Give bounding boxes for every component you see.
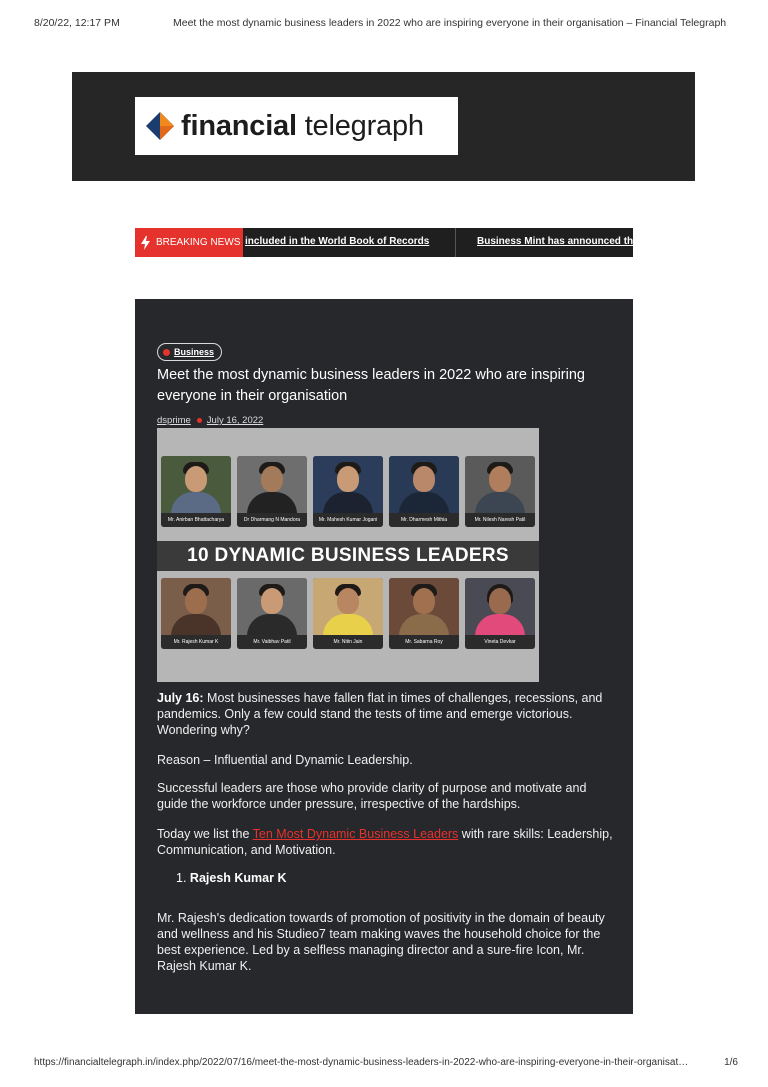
leader-caption: Mr. Dharmesh Mithia	[389, 513, 459, 527]
leader-photo	[389, 578, 459, 649]
leader-caption: Mr. Rajesh Kumar K	[161, 635, 231, 649]
article-paragraph: Mr. Rajesh's dedication towards of promotion of positivity in the domain of beauty and wellness and his Studieo7 team making waves the household choice for the best experience. Led by a selfless managing director and a sure-fire Icon, Mr. Rajesh Kumar K.	[157, 911, 605, 973]
category-label: Business	[174, 347, 215, 357]
paragraph-text: Most businesses have fallen flat in times of challenges, recessions, and pandemics. Only a few could stand the tests of time and emerge victorious. Wondering why?	[157, 691, 603, 737]
page-number: 1/6	[724, 1057, 738, 1068]
leader-photo	[237, 456, 307, 527]
leader-photo	[313, 578, 383, 649]
feature-image-banner: 10 DYNAMIC BUSINESS LEADERS	[157, 541, 539, 571]
category-dot-icon	[163, 349, 170, 356]
leader-photo	[465, 456, 535, 527]
top-leaders-link[interactable]: Ten Most Dynamic Business Leaders	[252, 827, 459, 841]
list-number: 1.	[176, 871, 187, 885]
article-meta	[157, 415, 263, 426]
print-header	[34, 17, 728, 33]
date-link[interactable]: July 16, 2022	[206, 415, 264, 426]
feature-image	[157, 428, 539, 682]
print-url: https://financialtelegraph.in/index.php/2022/07/16/meet-the-most-dynamic-business-leaders-in-2022-who-are-inspiring-everyone-in-their-organisat…	[34, 1057, 689, 1068]
paragraph-text: with rare skills: Leadership, Communication, and Motivation.	[157, 827, 613, 857]
category-badge[interactable]	[157, 343, 222, 361]
leader-caption: Mr. Nilesh Naresh Patil	[465, 513, 535, 527]
article-paragraph: Reason – Influential and Dynamic Leadership.	[157, 753, 413, 767]
logo-text-bold: financial	[181, 109, 297, 142]
article-paragraph: Successful leaders are those who provide clarity of purpose and motivate and guide the workforce under pressure, irrespective of the hardships.	[157, 781, 587, 811]
ticker-item[interactable]: Business Mint has announced th	[477, 236, 633, 247]
article-headline: Meet the most dynamic business leaders in 2022 who are inspiring everyone in their organisation	[157, 367, 585, 404]
leader-caption: Dr Dharmang N Mandora	[237, 513, 307, 527]
logo-diamond-icon	[143, 109, 177, 143]
paragraph-text: Today we list the	[157, 827, 253, 841]
leader-caption: Vineta Devkar	[465, 635, 535, 649]
leader-photo	[389, 456, 459, 527]
ticker-item[interactable]: included in the World Book of Records	[245, 236, 430, 247]
leader-caption: Mr. Nitin Jain	[313, 635, 383, 649]
site-logo[interactable]	[135, 97, 458, 155]
lightning-icon	[141, 236, 150, 250]
list-item-title: Rajesh Kumar K	[189, 871, 287, 885]
logo-text-light: telegraph	[304, 109, 424, 142]
list-item	[176, 871, 286, 885]
leader-caption: Mr. Sabarna Roy	[389, 635, 459, 649]
logo-text	[181, 110, 424, 143]
article-paragraph	[157, 826, 617, 858]
author-link[interactable]: dsprime	[157, 415, 191, 426]
ticker-divider	[455, 228, 456, 257]
leader-caption: Mr. Mahesh Kumar Jogani	[313, 513, 383, 527]
leader-photo	[161, 456, 231, 527]
leader-photo	[465, 578, 535, 649]
article-paragraph	[157, 690, 617, 738]
breaking-news-text: BREAKING NEWS	[156, 237, 241, 248]
dateline: July 16:	[157, 691, 204, 705]
print-page-title: Meet the most dynamic business leaders in 2022 who are inspiring everyone in their organisation – Financial Telegraph	[173, 17, 727, 29]
print-footer	[34, 1057, 738, 1071]
leader-photo	[237, 578, 307, 649]
leader-photo	[313, 456, 383, 527]
leader-caption: Mr. Anirban Bhattacharya	[161, 513, 231, 527]
meta-dot-icon	[197, 418, 202, 423]
breaking-news-ticker	[135, 228, 633, 257]
print-timestamp: 8/20/22, 12:17 PM	[34, 17, 120, 29]
site-header	[72, 72, 695, 181]
leader-photo	[161, 578, 231, 649]
breaking-news-label	[135, 228, 243, 257]
leader-caption: Mr. Vaibhav Patil	[237, 635, 307, 649]
article	[135, 299, 633, 1014]
